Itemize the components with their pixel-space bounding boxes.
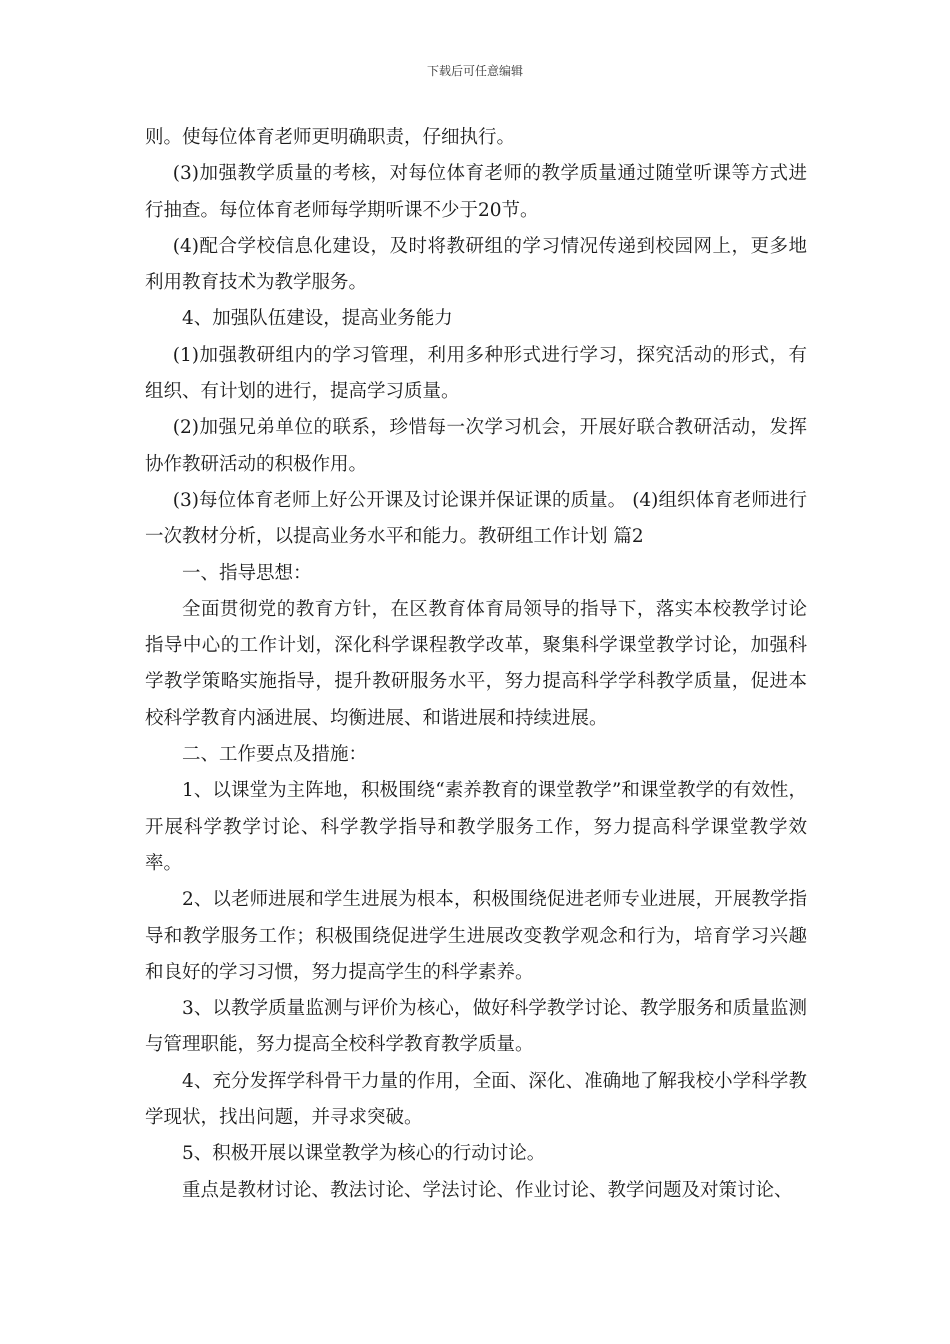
section-heading: 4、加强队伍建设，提高业务能力 (182, 308, 453, 330)
paragraph: (3)每位体育老师上好公开课及讨论课并保证课的质量。 (4)组织体育老师进行一次教材分析，以提高业务水平和能力。教研组工作计划 篇2 (145, 489, 807, 548)
paragraph: (4)配合学校信息化建设，及时将教研组的学习情况传递到校园网上，更多地利用教育技术为教学服务。 (145, 235, 807, 294)
paragraph: 3、以教学质量监测与评价为核心，做好科学教学讨论、教学服务和质量监测与管理职能，努力提高全校科学教育教学质量。 (145, 998, 807, 1056)
section-heading: 一、指导思想： (182, 562, 312, 584)
page-header: 下载后可任意编辑 (426, 64, 523, 78)
paragraph: 全面贯彻党的教育方针，在区教育体育局领导的指导下，落实本校教学讨论指导中心的工作计划，深化科学课程教学改革，聚集科学课堂教学讨论，加强科学教学策略实施指导，提升教研服务水平，努力提高科学学科教学质量，促进本校科学教育内涵进展、均衡进展、和谐进展和持续进展。 (145, 598, 807, 729)
paragraph: (2)加强兄弟单位的联系，珍惜每一次学习机会，开展好联合教研活动，发挥协作教研活动的积极作用。 (145, 417, 807, 475)
section-heading: 二、工作要点及措施： (182, 744, 368, 766)
paragraph: 1、以课堂为主阵地，积极围绕“素养教育的课堂教学”和课堂教学的有效性，开展科学教学讨论、科学教学指导和教学服务工作，努力提高科学课堂教学效率。 (145, 780, 807, 874)
paragraph: 4、充分发挥学科骨干力量的作用，全面、深化、准确地了解我校小学科学教学现状，找出问题，并寻求突破。 (145, 1070, 807, 1129)
document-body (145, 120, 807, 1209)
paragraph: 重点是教材讨论、教法讨论、学法讨论、作业讨论、教学问题及对策讨论、 (182, 1179, 793, 1201)
paragraph: 则。使每位体育老师更明确职责，仔细执行。 (145, 127, 516, 148)
paragraph: 2、以老师进展和学生进展为根本，积极围绕促进老师专业进展，开展教学指导和教学服务工作；积极围绕促进学生进展改变教学观念和行为，培育学习兴趣和良好的学习习惯，努力提高学生的科学素养。 (145, 889, 807, 983)
paragraph: 5、积极开展以课堂教学为核心的行动讨论。 (182, 1143, 546, 1165)
paragraph: (1)加强教研组内的学习管理，利用多种形式进行学习，探究活动的形式，有组织、有计划的进行，提高学习质量。 (145, 344, 807, 403)
paragraph: (3)加强教学质量的考核，对每位体育老师的教学质量通过随堂听课等方式进行抽查。每位体育老师每学期听课不少于20节。 (145, 163, 807, 221)
